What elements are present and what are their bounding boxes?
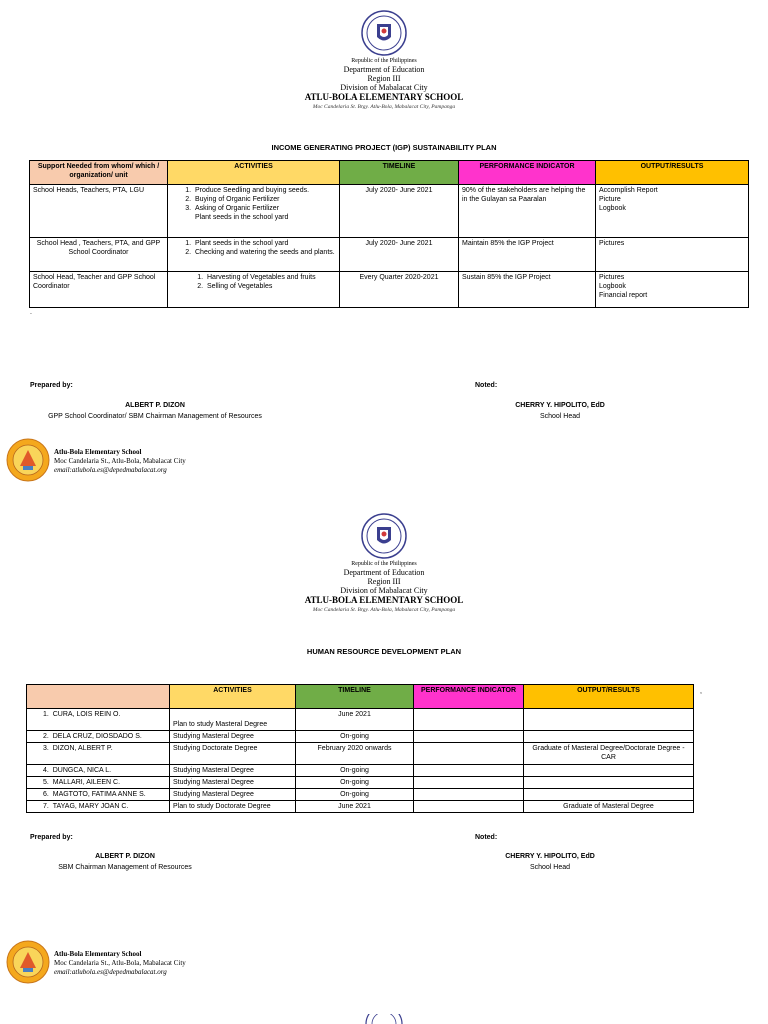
timeline-cell: On-going xyxy=(296,765,414,777)
department-text: Department of Education xyxy=(343,65,425,74)
school-name: ATLU-BOLA ELEMENTARY SCHOOL xyxy=(304,595,464,605)
header-indicator: PERFORMANCE INDICATOR xyxy=(459,161,596,185)
output-cell xyxy=(524,765,694,777)
table-row xyxy=(30,272,749,308)
activity-cell: Studying Doctorate Degree xyxy=(170,743,296,765)
header-output: OUTPUT/RESULTS xyxy=(524,685,694,709)
output-cell xyxy=(596,272,749,308)
igp-plan-table xyxy=(29,160,749,308)
activity-cell: Studying Masteral Degree xyxy=(170,765,296,777)
list-item: Pictures xyxy=(599,274,625,281)
list-item: 3. Asking of Organic Fertilizer xyxy=(193,204,336,213)
table-row xyxy=(27,789,694,801)
output-cell xyxy=(524,789,694,801)
output-cell xyxy=(596,238,749,272)
output-cell: Graduate of Masteral Degree xyxy=(524,801,694,813)
footer-school-name: Atlu-Bola Elementary School xyxy=(54,950,142,958)
support-cell: School Heads, Teachers, PTA, LGU xyxy=(30,185,168,238)
indicator-cell xyxy=(414,743,524,765)
hrd-plan-table xyxy=(26,684,694,813)
indicator-cell: 90% of the stakeholders are helping the in the Gulayan sa Paaralan xyxy=(459,185,596,238)
indicator-cell xyxy=(414,765,524,777)
staff-name: TAYAG, MARY JOAN C. xyxy=(52,803,129,810)
noted-title: School Head xyxy=(529,864,571,871)
table-row xyxy=(27,709,694,731)
division-text: Division of Mabalacat City xyxy=(340,83,428,92)
list-item: 1. Harvesting of Vegetables and fruits xyxy=(205,273,336,282)
noted-label: Noted: xyxy=(475,382,498,389)
prepared-title: SBM Chairman Management of Resources xyxy=(58,864,192,871)
row-number: 5. xyxy=(43,779,49,786)
school-logo-icon xyxy=(6,940,50,984)
timeline-cell: Every Quarter 2020-2021 xyxy=(340,272,459,308)
table-row xyxy=(27,777,694,789)
footer-email: email:atlubola.es@depedmabalacat.org xyxy=(54,466,167,474)
row-number: 2. xyxy=(43,733,49,740)
noted-name: CHERRY Y. HIPOLITO, EdD xyxy=(505,853,595,860)
list-item: 1. Plant seeds in the school yard xyxy=(193,239,336,248)
staff-name-cell xyxy=(27,777,170,789)
school-address: Moc Candelaria St. Brgy. Atlu-Bola, Mabalacat City, Pampanga xyxy=(312,104,456,110)
list-item: Logbook xyxy=(599,205,626,212)
hrd-plan-title: HUMAN RESOURCE DEVELOPMENT PLAN xyxy=(306,647,462,656)
output-cell xyxy=(596,185,749,238)
stray-dot: . xyxy=(30,309,32,316)
staff-name: DIZON, ALBERT P. xyxy=(52,745,113,752)
republic-text: Republic of the Philippines xyxy=(351,58,417,64)
output-cell xyxy=(524,731,694,743)
republic-text: Republic of the Philippines xyxy=(351,561,417,567)
header-name xyxy=(27,685,170,709)
division-text: Division of Mabalacat City xyxy=(340,586,428,595)
timeline-cell: On-going xyxy=(296,777,414,789)
noted-name: CHERRY Y. HIPOLITO, EdD xyxy=(515,402,605,409)
timeline-cell: February 2020 onwards xyxy=(296,743,414,765)
list-item: Financial report xyxy=(599,292,648,299)
footer-email: email:atlubola.es@depedmabalacat.org xyxy=(54,968,167,976)
row-number: 6. xyxy=(43,791,49,798)
output-cell xyxy=(524,709,694,731)
school-name: ATLU-BOLA ELEMENTARY SCHOOL xyxy=(304,92,464,102)
igp-plan-title: INCOME GENERATING PROJECT (IGP) SUSTAINABILITY PLAN xyxy=(271,143,497,152)
prepared-title: GPP School Coordinator/ SBM Chairman Management of Resources xyxy=(48,413,262,420)
indicator-cell xyxy=(414,731,524,743)
activities-cell xyxy=(168,238,340,272)
list-item: Logbook xyxy=(599,283,626,290)
indicator-cell xyxy=(414,789,524,801)
activities-cell xyxy=(168,185,340,238)
row-number: 7. xyxy=(43,803,49,810)
staff-name-cell xyxy=(27,731,170,743)
header-indicator: PERFORMANCE INDICATOR xyxy=(414,685,524,709)
row-number: 4. xyxy=(43,767,49,774)
timeline-cell: On-going xyxy=(296,789,414,801)
staff-name-cell xyxy=(27,765,170,777)
row-number: 3. xyxy=(43,745,49,752)
region-text: Region III xyxy=(367,577,401,586)
activity-cell: Studying Masteral Degree xyxy=(170,789,296,801)
indicator-cell xyxy=(414,709,524,731)
prepared-label: Prepared by: xyxy=(30,382,73,389)
list-item: 2. Buying of Organic Fertilizer xyxy=(193,195,336,204)
stray-comma: , xyxy=(700,688,702,695)
row-number: 1. xyxy=(43,711,49,718)
staff-name: DELA CRUZ, DIOSDADO S. xyxy=(52,733,142,740)
noted-title: School Head xyxy=(539,413,581,420)
staff-name: DUNGCA, NICA L. xyxy=(52,767,112,774)
list-item: Accomplish Report xyxy=(599,187,658,194)
header-activities: ACTIVITIES xyxy=(170,685,296,709)
school-address: Moc Candelaria St. Brgy. Atlu-Bola, Mabalacat City, Pampanga xyxy=(312,607,456,613)
header-activities: ACTIVITIES xyxy=(168,161,340,185)
noted-label: Noted: xyxy=(475,834,498,841)
staff-name: MAGTOTO, FATIMA ANNE S. xyxy=(52,791,146,798)
staff-name-cell xyxy=(27,709,170,731)
indicator-cell xyxy=(414,777,524,789)
staff-name: MALLARI, AILEEN C. xyxy=(52,779,121,786)
indicator-cell xyxy=(414,801,524,813)
staff-name-cell xyxy=(27,801,170,813)
prepared-name: ALBERT P. DIZON xyxy=(95,853,155,860)
region-text: Region III xyxy=(367,74,401,83)
activity-cell: Studying Masteral Degree xyxy=(170,731,296,743)
activity-cell: Plan to study Doctorate Degree xyxy=(170,801,296,813)
footer-2 xyxy=(6,940,266,986)
deped-seal-icon xyxy=(361,10,407,56)
table-row xyxy=(30,185,749,238)
staff-name-cell xyxy=(27,789,170,801)
table-row xyxy=(30,238,749,272)
footer-school-name: Atlu-Bola Elementary School xyxy=(54,448,142,456)
staff-name: CURA, LOIS REIN O. xyxy=(52,711,121,718)
support-cell: School Head , Teachers, PTA, and GPP School Coordinator xyxy=(30,238,168,272)
table-row xyxy=(27,743,694,765)
footer-address: Moc Candelaria St., Atlu-Bola, Mabalacat City xyxy=(54,457,186,465)
list-item: 2. Checking and watering the seeds and plants. xyxy=(193,248,336,257)
letterhead-2 xyxy=(234,513,534,614)
header-support: Support Needed from whom/ which / organization/ unit xyxy=(30,161,168,185)
deped-seal-partial-icon xyxy=(364,1014,404,1024)
school-logo-icon xyxy=(6,438,50,482)
footer-1 xyxy=(6,438,266,484)
timeline-cell: June 2021 xyxy=(296,709,414,731)
deped-seal-icon xyxy=(361,513,407,559)
output-cell xyxy=(524,777,694,789)
activity-cell: Studying Masteral Degree xyxy=(170,777,296,789)
header-output: OUTPUT/RESULTS xyxy=(596,161,749,185)
table-row xyxy=(27,731,694,743)
table-row xyxy=(27,765,694,777)
indicator-cell: Maintain 85% the IGP Project xyxy=(459,238,596,272)
list-item: Pictures xyxy=(599,240,625,247)
timeline-cell: July 2020- June 2021 xyxy=(340,185,459,238)
letterhead-1 xyxy=(234,10,534,111)
header-timeline: TIMELINE xyxy=(296,685,414,709)
timeline-cell: July 2020- June 2021 xyxy=(340,238,459,272)
staff-name-cell xyxy=(27,743,170,765)
output-cell: Graduate of Masteral Degree/Doctorate Degree -CAR xyxy=(524,743,694,765)
table-row xyxy=(27,801,694,813)
list-item: 1. Produce Seedling and buying seeds. xyxy=(193,186,336,195)
prepared-name: ALBERT P. DIZON xyxy=(125,402,185,409)
list-item: Plant seeds in the school yard xyxy=(195,214,289,221)
timeline-cell: On-going xyxy=(296,731,414,743)
timeline-cell: June 2021 xyxy=(296,801,414,813)
list-item: 2. Selling of Vegetables xyxy=(205,282,336,291)
department-text: Department of Education xyxy=(343,568,425,577)
list-item: Picture xyxy=(599,196,621,203)
support-cell: School Head, Teacher and GPP School Coordinator xyxy=(30,272,168,308)
activity-cell: Plan to study Masteral Degree xyxy=(170,709,296,731)
activities-cell xyxy=(168,272,340,308)
footer-address: Moc Candelaria St., Atlu-Bola, Mabalacat City xyxy=(54,959,186,967)
header-timeline: TIMELINE xyxy=(340,161,459,185)
prepared-label: Prepared by: xyxy=(30,834,73,841)
indicator-cell: Sustain 85% the IGP Project xyxy=(459,272,596,308)
